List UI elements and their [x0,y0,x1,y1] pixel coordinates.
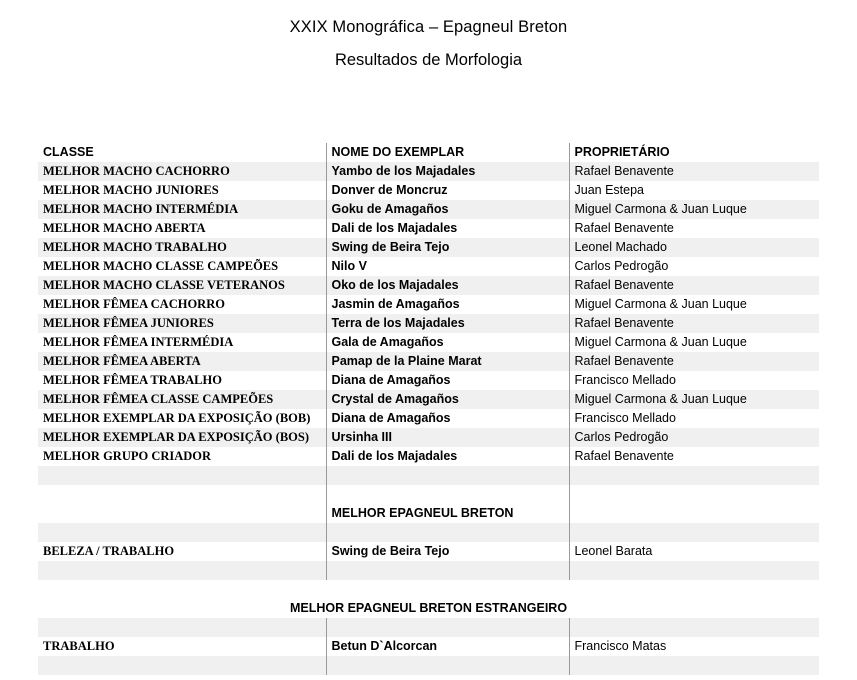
page-title: XXIX Monográfica – Epagneul Breton [289,18,568,36]
page-subtitle: Resultados de Morfologia [334,51,523,69]
row-class: MELHOR FÊMEA ABERTA [38,352,326,371]
spacer-cell [569,466,819,485]
spacer-cell [326,618,569,637]
row-owner: Miguel Carmona & Juan Luque [569,390,819,409]
table-row [38,371,819,390]
row-name: Nilo V [326,257,569,276]
row-name: Betun D`Alcorcan [326,637,569,656]
column-header-nome: NOME DO EXEMPLAR [326,143,569,162]
table-row [38,447,819,466]
spacer-row [38,523,819,542]
spacer-cell [326,580,569,599]
row-name: Pamap de la Plaine Marat [326,352,569,371]
spacer-cell [326,656,569,675]
table-row [38,352,819,371]
spacer-cell [38,485,326,504]
spacer-cell [569,485,819,504]
row-name: Yambo de los Majadales [326,162,569,181]
row-owner: Carlos Pedrogão [569,428,819,447]
row-name: Ursinha III [326,428,569,447]
row-class: TRABALHO [38,637,326,656]
row-name: Swing de Beira Tejo [326,542,569,561]
spacer-cell [569,523,819,542]
spacer-cell [326,466,569,485]
banner-left-cell [38,504,326,523]
table-row [38,428,819,447]
table-row [38,409,819,428]
row-class: MELHOR MACHO CLASSE VETERANOS [38,276,326,295]
spacer-row [38,561,819,580]
row-name: Gala de Amagaños [326,333,569,352]
table-row [38,333,819,352]
spacer-cell [38,618,326,637]
spacer-cell [569,580,819,599]
row-owner: Rafael Benavente [569,352,819,371]
row-owner: Carlos Pedrogão [569,257,819,276]
spacer-row [38,485,819,504]
row-owner: Juan Estepa [569,181,819,200]
row-name: Terra de los Majadales [326,314,569,333]
table-row [38,257,819,276]
row-class: BELEZA / TRABALHO [38,542,326,561]
table-row [38,200,819,219]
row-owner: Francisco Mellado [569,409,819,428]
table-row [38,276,819,295]
row-name: Dali de los Majadales [326,219,569,238]
row-name: Goku de Amagaños [326,200,569,219]
row-class: MELHOR FÊMEA JUNIORES [38,314,326,333]
spacer-cell [38,523,326,542]
spacer-cell [38,656,326,675]
row-class: MELHOR EXEMPLAR DA EXPOSIÇÃO (BOB) [38,409,326,428]
spacer-cell [38,580,326,599]
row-owner: Miguel Carmona & Juan Luque [569,333,819,352]
spacer-row [38,618,819,637]
row-class: MELHOR MACHO INTERMÉDIA [38,200,326,219]
title-block [0,0,857,70]
table-row [38,314,819,333]
section-banner-best [38,504,819,523]
row-name: Oko de los Majadales [326,276,569,295]
row-class: MELHOR MACHO CACHORRO [38,162,326,181]
banner-foreign-label: MELHOR EPAGNEUL BRETON ESTRANGEIRO [38,599,819,618]
results-table-wrapper [38,143,819,675]
row-name: Dali de los Majadales [326,447,569,466]
row-class: MELHOR EXEMPLAR DA EXPOSIÇÃO (BOS) [38,428,326,447]
row-name: Swing de Beira Tejo [326,238,569,257]
row-owner: Miguel Carmona & Juan Luque [569,295,819,314]
spacer-cell [326,561,569,580]
banner-right-cell [569,504,819,523]
row-class: MELHOR FÊMEA TRABALHO [38,371,326,390]
row-owner: Leonel Machado [569,238,819,257]
spacer-cell [569,618,819,637]
table-row-best [38,542,819,561]
row-name: Crystal de Amagaños [326,390,569,409]
row-owner: Rafael Benavente [569,276,819,295]
row-class: MELHOR FÊMEA CLASSE CAMPEÕES [38,390,326,409]
row-class: MELHOR MACHO CLASSE CAMPEÕES [38,257,326,276]
results-table [38,143,819,675]
row-owner: Rafael Benavente [569,447,819,466]
spacer-cell [326,485,569,504]
spacer-row [38,580,819,599]
table-row [38,162,819,181]
row-name: Jasmin de Amagaños [326,295,569,314]
row-name: Diana de Amagaños [326,371,569,390]
row-name: Diana de Amagaños [326,409,569,428]
table-row [38,238,819,257]
spacer-cell [569,561,819,580]
spacer-cell [326,523,569,542]
row-owner: Rafael Benavente [569,314,819,333]
table-row-foreign [38,637,819,656]
row-owner: Leonel Barata [569,542,819,561]
spacer-row [38,466,819,485]
row-owner: Rafael Benavente [569,219,819,238]
row-class: MELHOR MACHO JUNIORES [38,181,326,200]
row-owner: Miguel Carmona & Juan Luque [569,200,819,219]
table-row [38,390,819,409]
spacer-cell [38,561,326,580]
row-name: Donver de Moncruz [326,181,569,200]
column-header-proprietario: PROPRIETÁRIO [569,143,819,162]
spacer-cell [38,466,326,485]
table-row [38,295,819,314]
banner-best-label: MELHOR EPAGNEUL BRETON [326,504,569,523]
row-owner: Francisco Matas [569,637,819,656]
row-class: MELHOR MACHO TRABALHO [38,238,326,257]
row-class: MELHOR FÊMEA INTERMÉDIA [38,333,326,352]
row-class: MELHOR MACHO ABERTA [38,219,326,238]
table-header-row [38,143,819,162]
row-owner: Rafael Benavente [569,162,819,181]
spacer-row [38,656,819,675]
column-header-classe: CLASSE [38,143,326,162]
row-owner: Francisco Mellado [569,371,819,390]
spacer-cell [569,656,819,675]
section-banner-foreign [38,599,819,618]
row-class: MELHOR GRUPO CRIADOR [38,447,326,466]
table-row [38,219,819,238]
row-class: MELHOR FÊMEA CACHORRO [38,295,326,314]
table-row [38,181,819,200]
